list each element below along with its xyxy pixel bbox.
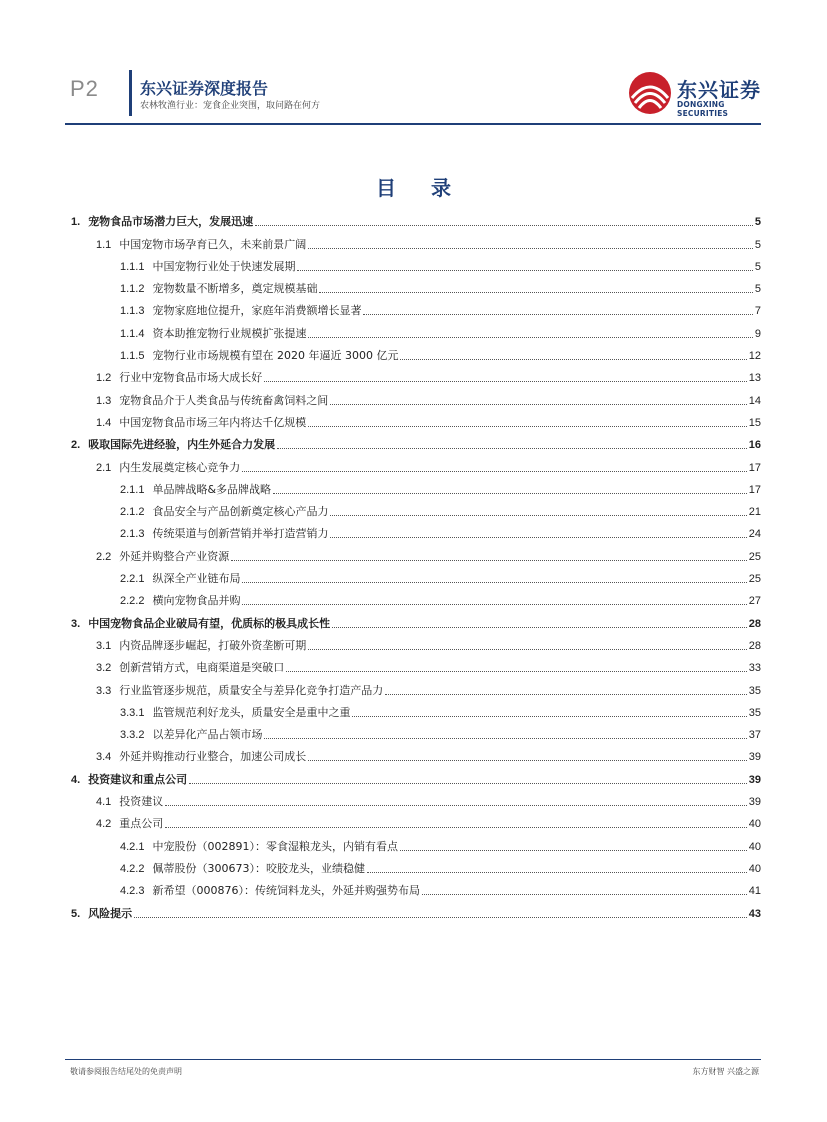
toc-entry[interactable]	[67, 341, 761, 363]
toc-entry-page: 17	[748, 483, 761, 496]
toc-entry-page: 33	[748, 662, 761, 675]
toc-dot-leader	[242, 604, 746, 605]
toc-entry-page: 37	[748, 729, 761, 742]
toc-entry-page: 28	[748, 617, 761, 630]
toc-entry-number: 2.1.1	[120, 483, 145, 496]
toc-entry-number: 1.1.5	[120, 350, 145, 363]
toc-entry-page: 13	[748, 372, 761, 385]
toc-entry-page: 14	[748, 394, 761, 407]
toc-dot-leader	[264, 381, 746, 382]
toc-entry-title: 宠物数量不断增多，奠定规模基础	[152, 282, 318, 296]
report-subtitle: 农林牧渔行业：宠食企业突围，取问路在何方	[140, 101, 321, 111]
toc-entry-page: 39	[748, 751, 761, 764]
toc-entry-title: 内生发展奠定核心竞争力	[119, 460, 241, 474]
toc-dot-leader	[165, 827, 746, 828]
footer-disclaimer: 敬请参阅报告结尾处的免责声明	[70, 1067, 182, 1076]
toc-entry-title: 宠物家庭地位提升，家庭年消费额增长显著	[152, 304, 362, 318]
toc-dot-leader	[400, 359, 746, 360]
footer-slogan: 东方财智 兴盛之源	[692, 1067, 759, 1076]
toc-entry[interactable]	[67, 742, 761, 764]
toc-entry-number: 3.3.1	[120, 706, 145, 719]
toc-entry-title: 以差异化产品占领市场	[152, 728, 263, 742]
toc-entry-title: 风险提示	[88, 906, 133, 920]
toc-entry-title: 横向宠物食品并购	[152, 594, 241, 608]
toc-entry-number: 4.1	[96, 796, 112, 809]
toc-dot-leader	[332, 627, 747, 628]
toc-entry-title: 外延并购推动行业整合，加速公司成长	[119, 750, 307, 764]
toc-entry[interactable]	[67, 720, 761, 742]
toc-entry[interactable]	[67, 831, 761, 853]
toc-entry[interactable]	[67, 564, 761, 586]
toc-entry-title: 行业监管逐步规范，质量安全与差异化竞争打造产品力	[119, 683, 384, 697]
toc-dot-leader	[308, 337, 752, 338]
toc-entry[interactable]	[67, 475, 761, 497]
toc-entry-title: 资本助推宠物行业规模扩张提速	[152, 326, 307, 340]
report-title: 东兴证券深度报告	[140, 79, 269, 98]
toc-entry[interactable]	[67, 318, 761, 340]
toc-entry-number: 1.1.2	[120, 283, 145, 296]
toc-entry-page: 9	[754, 327, 761, 340]
toc-dot-leader	[319, 292, 752, 293]
toc-entry-title: 中国宠物市场孕育已久，未来前景广阔	[119, 237, 307, 251]
toc-entry[interactable]	[67, 764, 761, 786]
toc-entry-title: 宠物食品市场潜力巨大，发展迅速	[88, 215, 254, 229]
toc-entry[interactable]	[67, 541, 761, 563]
logo-text-cn: 东兴证券	[677, 78, 761, 102]
toc-entry-page: 7	[754, 305, 761, 318]
toc-entry-number: 2.2.1	[120, 573, 145, 586]
toc-entry-page: 35	[748, 684, 761, 697]
toc-entry[interactable]	[67, 876, 761, 898]
toc-entry-number: 2.1	[96, 461, 112, 474]
toc-entry-title: 外延并购整合产业资源	[119, 549, 230, 563]
toc-entry-number: 1.	[71, 216, 81, 229]
toc-entry-title: 中国宠物行业处于快速发展期	[152, 259, 296, 273]
toc-entry-page: 39	[748, 796, 761, 809]
toc-entry-title: 新希望（000876）：传统饲料龙头，外延并购强势布局	[152, 884, 420, 898]
toc-entry-number: 3.1	[96, 639, 112, 652]
toc-entry[interactable]	[67, 631, 761, 653]
toc-entry-page: 17	[748, 461, 761, 474]
toc-entry-title: 宠物食品介于人类食品与传统畜禽饲料之间	[119, 393, 329, 407]
toc-entry-number: 1.1	[96, 238, 112, 251]
toc-dot-leader	[297, 270, 752, 271]
header-rule	[65, 123, 761, 125]
toc-entry-title: 传统渠道与创新营销并举打造营销力	[152, 527, 329, 541]
toc-entry[interactable]	[67, 519, 761, 541]
toc-dot-leader	[242, 582, 746, 583]
toc-entry-title: 佩蒂股份（300673）：咬胶龙头，业绩稳健	[152, 861, 365, 875]
toc-entry-page: 43	[748, 907, 761, 920]
toc-entry-page: 35	[748, 706, 761, 719]
logo-text-en: DONGXING SECURITIES	[677, 100, 729, 118]
toc-entry-title: 中宠股份（002891）：零食湿粮龙头，内销有看点	[152, 839, 398, 853]
toc-entry[interactable]	[67, 363, 761, 385]
toc-entry-number: 1.2	[96, 372, 112, 385]
toc-entry-number: 2.2.2	[120, 595, 145, 608]
toc-entry-page: 40	[748, 840, 761, 853]
toc-entry-title: 中国宠物食品市场三年内将达千亿规模	[119, 415, 307, 429]
toc-entry-page: 16	[748, 439, 761, 452]
toc-entry[interactable]	[67, 430, 761, 452]
toc-dot-leader	[308, 649, 746, 650]
toc-entry-number: 4.2.3	[120, 885, 145, 898]
toc-entry-title: 单品牌战略&多品牌战略	[152, 482, 272, 496]
toc-entry[interactable]	[67, 586, 761, 608]
toc-entry-page: 25	[748, 550, 761, 563]
toc-entry-number: 3.3.2	[120, 729, 145, 742]
toc-entry-page: 28	[748, 639, 761, 652]
toc-dot-leader	[277, 448, 747, 449]
toc-dot-leader	[308, 426, 746, 427]
toc-dot-leader	[255, 225, 753, 226]
toc-entry-page: 40	[748, 818, 761, 831]
toc-entry[interactable]	[67, 809, 761, 831]
toc-entry-number: 5.	[71, 907, 81, 920]
toc-entry-number: 4.	[71, 773, 81, 786]
toc-entry-page: 21	[748, 506, 761, 519]
toc-dot-leader	[330, 515, 746, 516]
toc-entry-number: 3.3	[96, 684, 112, 697]
toc-entry[interactable]	[67, 497, 761, 519]
toc-entry-page: 41	[748, 885, 761, 898]
toc-entry[interactable]	[67, 675, 761, 697]
toc-entry-title: 食品安全与产品创新奠定核心产品力	[152, 505, 329, 519]
toc-entry[interactable]	[67, 274, 761, 296]
toc-entry-number: 4.2	[96, 818, 112, 831]
toc-entry-number: 1.1.1	[120, 260, 145, 273]
toc-dot-leader	[363, 314, 752, 315]
toc-entry-number: 1.4	[96, 416, 112, 429]
toc-entry-page: 15	[748, 416, 761, 429]
table-of-contents	[67, 207, 761, 921]
toc-dot-leader	[422, 894, 747, 895]
toc-entry[interactable]	[67, 854, 761, 876]
page-number: P2	[70, 76, 99, 101]
toc-dot-leader	[242, 471, 746, 472]
toc-entry-title: 吸取国际先进经验，内生外延合力发展	[88, 438, 276, 452]
toc-dot-leader	[134, 917, 747, 918]
toc-dot-leader	[352, 716, 746, 717]
toc-dot-leader	[231, 560, 746, 561]
toc-entry-page: 24	[748, 528, 761, 541]
toc-dot-leader	[308, 248, 753, 249]
footer-rule	[65, 1059, 761, 1060]
toc-dot-leader	[308, 760, 746, 761]
toc-entry-title: 内资品牌逐步崛起，打破外资垄断可期	[119, 638, 307, 652]
toc-title: 目 录	[376, 176, 465, 200]
toc-entry-number: 3.	[71, 617, 81, 630]
toc-entry[interactable]	[67, 385, 761, 407]
toc-dot-leader	[330, 537, 746, 538]
toc-dot-leader	[330, 404, 746, 405]
toc-entry-title: 投资建议	[119, 795, 164, 809]
toc-entry-title: 投资建议和重点公司	[88, 772, 188, 786]
toc-entry-title: 行业中宠物食品市场大成长好	[119, 371, 263, 385]
toc-dot-leader	[273, 493, 747, 494]
toc-entry-title: 重点公司	[119, 817, 164, 831]
toc-entry-number: 3.4	[96, 751, 112, 764]
toc-entry-title: 中国宠物食品企业破局有望，优质标的极具成长性	[88, 616, 331, 630]
toc-entry[interactable]	[67, 207, 761, 229]
toc-entry-page: 5	[754, 260, 761, 273]
toc-dot-leader	[165, 805, 746, 806]
toc-dot-leader	[385, 694, 746, 695]
toc-entry-number: 2.1.3	[120, 528, 145, 541]
toc-entry[interactable]	[67, 787, 761, 809]
toc-entry-title: 纵深全产业链布局	[152, 572, 241, 586]
toc-entry[interactable]	[67, 452, 761, 474]
toc-dot-leader	[367, 872, 747, 873]
toc-entry[interactable]	[67, 229, 761, 251]
toc-entry[interactable]	[67, 698, 761, 720]
toc-entry-page: 5	[754, 238, 761, 251]
toc-entry[interactable]	[67, 608, 761, 630]
logo-mark-icon	[627, 70, 673, 116]
toc-entry[interactable]	[67, 252, 761, 274]
toc-entry-number: 1.1.4	[120, 327, 145, 340]
toc-entry-number: 1.1.3	[120, 305, 145, 318]
header-divider	[129, 70, 132, 116]
toc-entry-title: 创新营销方式，电商渠道是突破口	[119, 661, 285, 675]
toc-entry-number: 2.	[71, 439, 81, 452]
toc-dot-leader	[264, 738, 746, 739]
toc-entry-title: 宠物行业市场规模有望在 2020 年逼近 3000 亿元	[152, 349, 399, 363]
toc-entry-number: 2.1.2	[120, 506, 145, 519]
toc-entry-page: 5	[754, 216, 761, 229]
toc-entry-title: 监管规范利好龙头，质量安全是重中之重	[152, 705, 351, 719]
toc-entry[interactable]	[67, 408, 761, 430]
toc-entry[interactable]	[67, 653, 761, 675]
toc-dot-leader	[189, 783, 747, 784]
toc-entry[interactable]	[67, 898, 761, 920]
toc-entry-number: 4.2.1	[120, 840, 145, 853]
toc-entry-page: 25	[748, 573, 761, 586]
toc-entry-page: 39	[748, 773, 761, 786]
toc-entry[interactable]	[67, 296, 761, 318]
toc-entry-page: 27	[748, 595, 761, 608]
toc-entry-page: 5	[754, 283, 761, 296]
company-logo	[627, 70, 767, 116]
toc-entry-number: 3.2	[96, 662, 112, 675]
toc-entry-page: 12	[748, 350, 761, 363]
toc-entry-number: 1.3	[96, 394, 112, 407]
toc-entry-page: 40	[748, 862, 761, 875]
toc-dot-leader	[286, 671, 746, 672]
toc-dot-leader	[400, 850, 747, 851]
toc-entry-number: 2.2	[96, 550, 112, 563]
toc-entry-number: 4.2.2	[120, 862, 145, 875]
